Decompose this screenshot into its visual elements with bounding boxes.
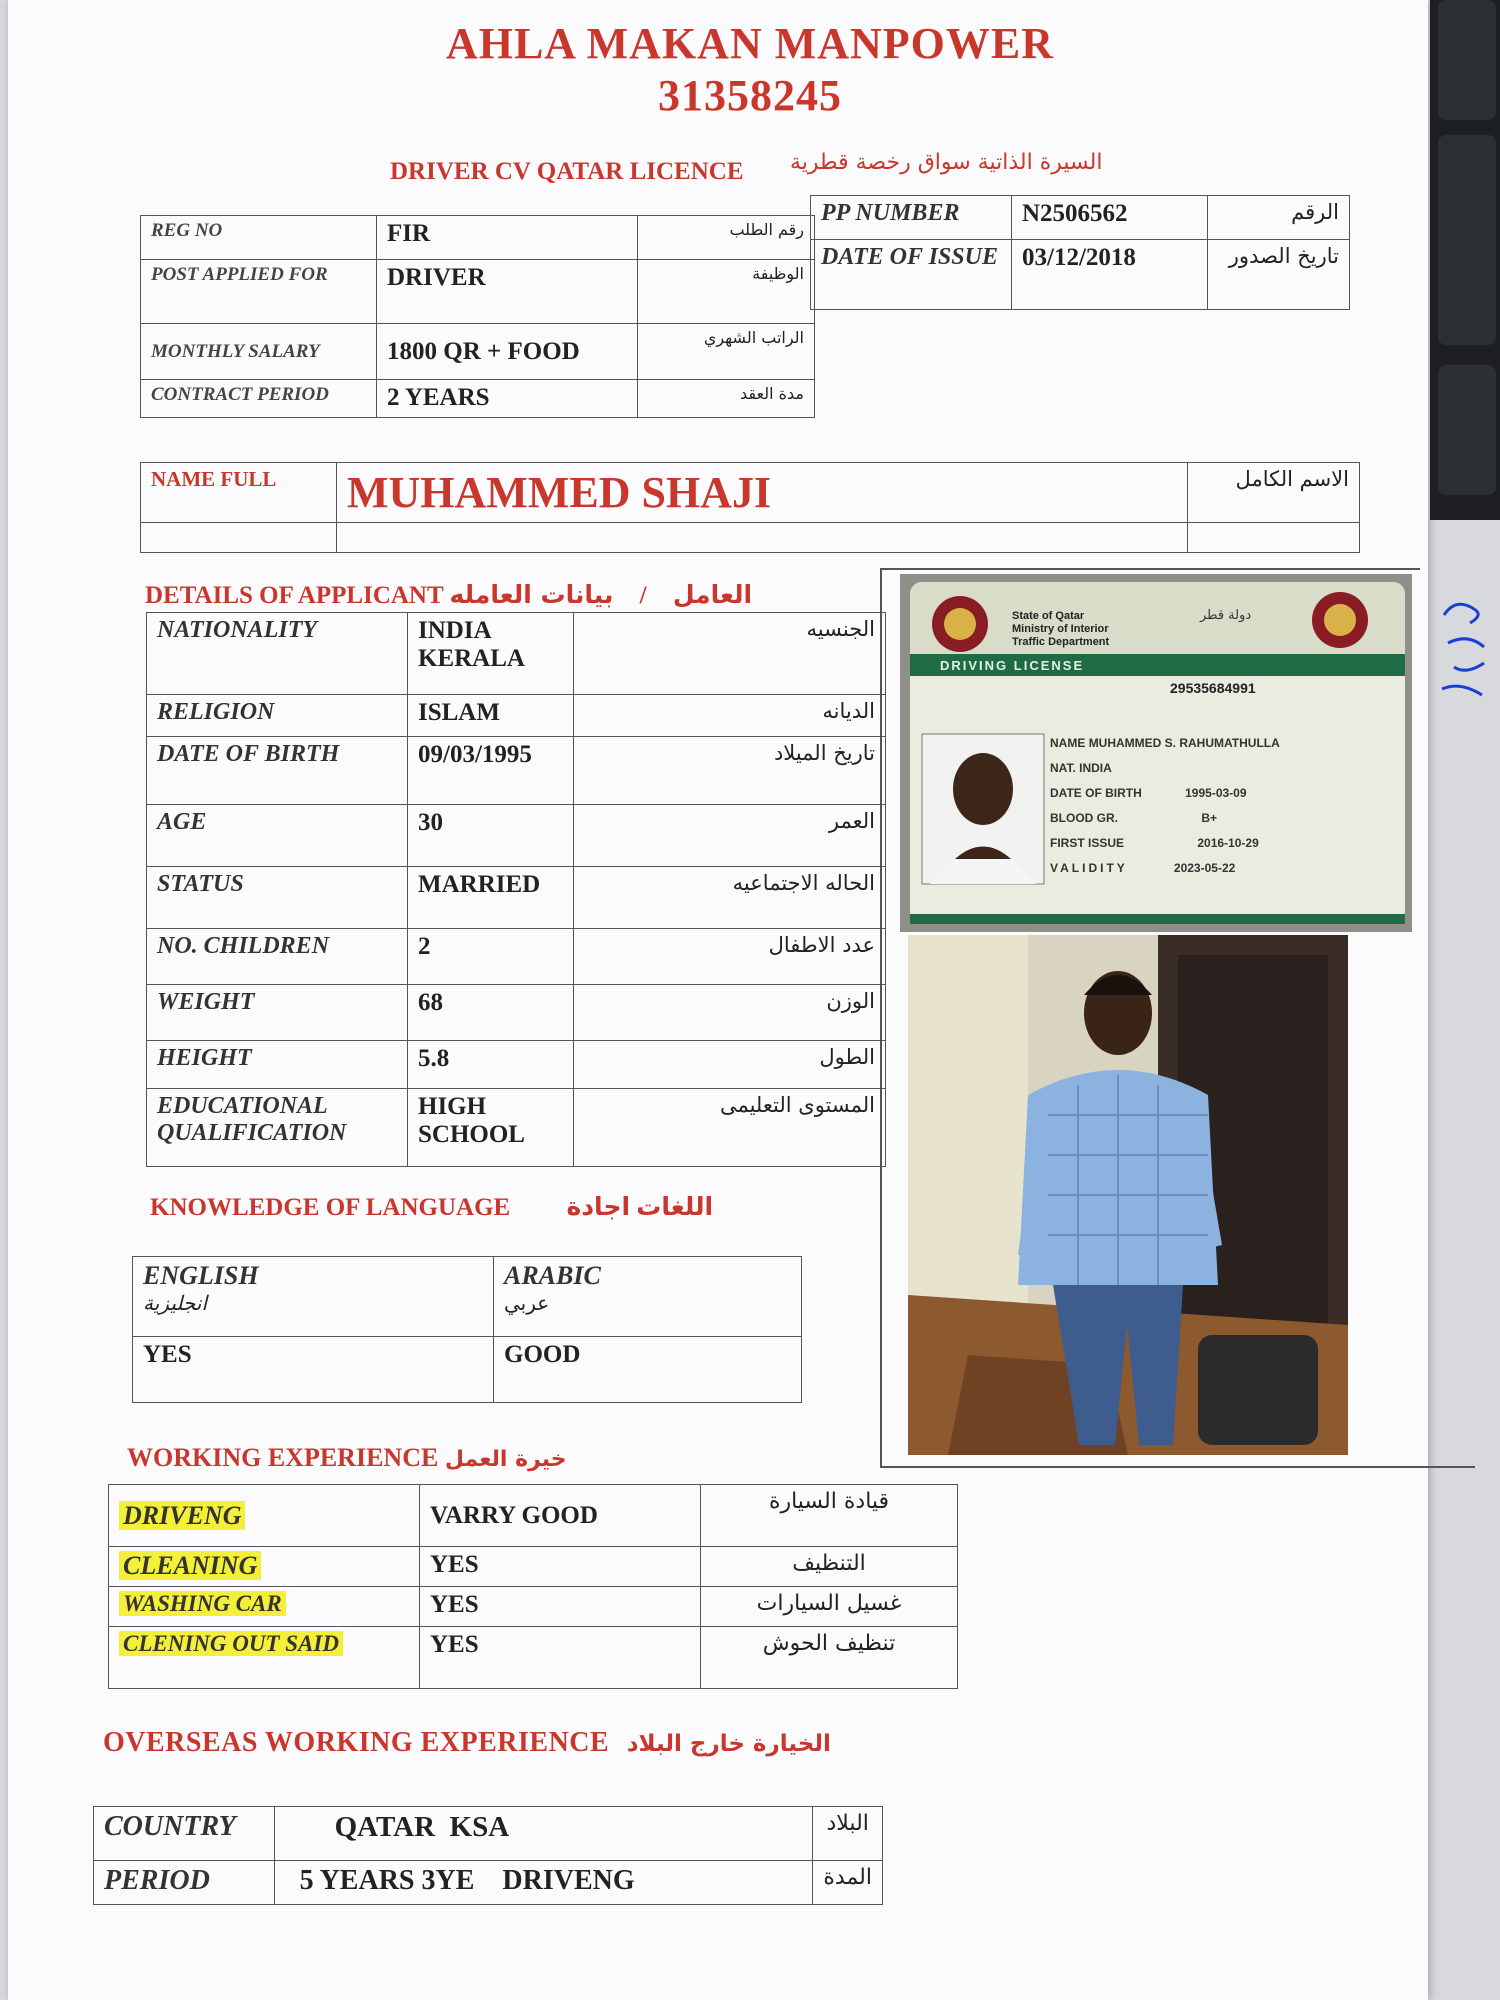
nationality-value: INDIA KERALA bbox=[408, 613, 574, 695]
table-row bbox=[141, 260, 815, 324]
company-name: AHLA MAKAN MANPOWER bbox=[445, 19, 1055, 68]
passport-table bbox=[810, 195, 1350, 310]
children-value: 2 bbox=[408, 929, 574, 985]
table-row bbox=[109, 1485, 958, 1547]
education-value: HIGH SCHOOL bbox=[408, 1089, 574, 1167]
weight-label: WEIGHT bbox=[147, 985, 408, 1041]
status-ar: الحاله الاجتماعيه bbox=[574, 867, 886, 929]
table-row bbox=[133, 1337, 802, 1403]
country-ar: البلاد bbox=[813, 1807, 883, 1861]
period-value: 5 YEARS 3YE DRIVENG bbox=[274, 1861, 813, 1905]
arabic-level: GOOD bbox=[494, 1337, 802, 1403]
license-field-label: NAT. bbox=[1050, 761, 1076, 775]
education-label: EDUCATIONAL QUALIFICATION bbox=[147, 1089, 408, 1167]
language-english: ENGLISH انجليزية bbox=[133, 1257, 494, 1337]
skill-washing-ar: غسيل السيارات bbox=[701, 1587, 958, 1627]
applicant-photo bbox=[908, 935, 1348, 1455]
overseas-heading: OVERSEAS WORKING EXPERIENCE الخيارة خارج البلاد bbox=[103, 1727, 831, 1758]
status-label: STATUS bbox=[147, 867, 408, 929]
issue-date-value: 03/12/2018 bbox=[1012, 240, 1208, 310]
table-row bbox=[109, 1627, 958, 1689]
age-ar: العمر bbox=[574, 805, 886, 867]
reg-no-value: FIR bbox=[377, 216, 638, 260]
name-value: MUHAMMED SHAJI bbox=[337, 463, 1188, 523]
table-row bbox=[147, 805, 886, 867]
dob-value: 09/03/1995 bbox=[408, 737, 574, 805]
religion-ar: الديانه bbox=[574, 695, 886, 737]
height-value: 5.8 bbox=[408, 1041, 574, 1089]
experience-table bbox=[108, 1484, 958, 1689]
language-table bbox=[132, 1256, 802, 1403]
period-ar: المدة bbox=[813, 1861, 883, 1905]
job-table bbox=[140, 215, 815, 418]
experience-heading: WORKING EXPERIENCE خيرة العمل bbox=[127, 1443, 567, 1472]
post-value: DRIVER bbox=[377, 260, 638, 324]
reg-no-ar: رقم الطلب bbox=[638, 216, 815, 260]
language-heading: KNOWLEDGE OF LANGUAGE اللغات اجادة bbox=[150, 1192, 714, 1221]
table-row bbox=[811, 196, 1350, 240]
details-table bbox=[146, 612, 886, 1167]
table-row bbox=[94, 1861, 883, 1905]
table-row bbox=[147, 929, 886, 985]
contract-value: 2 YEARS bbox=[377, 380, 638, 418]
skill-driving-level: VARRY GOOD bbox=[420, 1485, 701, 1547]
post-label: POST APPLIED FOR bbox=[141, 260, 377, 324]
skill-washing-level: YES bbox=[420, 1587, 701, 1627]
photo-frame-bottom bbox=[880, 1466, 1475, 1468]
license-field-label: DATE OF BIRTH bbox=[1050, 786, 1142, 800]
skill-cleaning: CLEANING bbox=[109, 1547, 420, 1587]
reg-no-label: REG NO bbox=[141, 216, 377, 260]
photo-frame-top bbox=[880, 568, 1420, 570]
age-label: AGE bbox=[147, 805, 408, 867]
religion-label: RELIGION bbox=[147, 695, 408, 737]
license-field-label: NAME bbox=[1050, 736, 1086, 750]
skill-washing: WASHING CAR bbox=[109, 1587, 420, 1627]
license-field-value: MUHAMMED S. RAHUMATHULLA bbox=[1088, 736, 1280, 750]
license-card-photo bbox=[900, 574, 1412, 932]
height-label: HEIGHT bbox=[147, 1041, 408, 1089]
table-row bbox=[147, 695, 886, 737]
license-type: DRIVING LICENSE bbox=[940, 658, 1085, 673]
skill-driving-ar: قيادة السيارة bbox=[701, 1485, 958, 1547]
details-heading: DETAILS OF APPLICANT العامل / بيانات العامله bbox=[145, 580, 753, 609]
table-row bbox=[147, 985, 886, 1041]
skill-cleaning-ar: التنظيف bbox=[701, 1547, 958, 1587]
salary-label: MONTHLY SALARY bbox=[141, 324, 377, 380]
status-value: MARRIED bbox=[408, 867, 574, 929]
skill-outside-cleaning-level: YES bbox=[420, 1627, 701, 1689]
license-field-value: 1995-03-09 bbox=[1185, 786, 1247, 800]
license-number: 29535684991 bbox=[1170, 680, 1256, 696]
country-label: COUNTRY bbox=[94, 1807, 275, 1861]
name-ar: الاسم الكامل bbox=[1188, 463, 1360, 523]
skill-outside-cleaning-ar: تنظيف الحوش bbox=[701, 1627, 958, 1689]
name-label: NAME FULL bbox=[141, 463, 337, 523]
issue-date-label: DATE OF ISSUE bbox=[811, 240, 1012, 310]
license-field-label: BLOOD GR. bbox=[1050, 811, 1118, 825]
overseas-table bbox=[93, 1806, 883, 1905]
table-row bbox=[141, 380, 815, 418]
english-level: YES bbox=[133, 1337, 494, 1403]
age-value: 30 bbox=[408, 805, 574, 867]
license-field-value: 2023-05-22 bbox=[1173, 861, 1236, 875]
children-label: NO. CHILDREN bbox=[147, 929, 408, 985]
license-field-value: 2016-10-29 bbox=[1197, 836, 1259, 850]
table-row bbox=[141, 216, 815, 260]
post-ar: الوظيفة bbox=[638, 260, 815, 324]
religion-value: ISLAM bbox=[408, 695, 574, 737]
skill-cleaning-level: YES bbox=[420, 1547, 701, 1587]
table-row bbox=[147, 1089, 886, 1167]
table-row bbox=[141, 463, 1360, 523]
table-row bbox=[133, 1257, 802, 1337]
license-issuer-ar: دولة قطر bbox=[1200, 608, 1252, 623]
license-fields bbox=[1050, 736, 1400, 886]
skill-driving: DRIVENG bbox=[109, 1485, 420, 1547]
license-field-label: VALIDITY bbox=[1050, 861, 1128, 875]
pp-number-ar: الرقم bbox=[1208, 196, 1350, 240]
dob-label: DATE OF BIRTH bbox=[147, 737, 408, 805]
dob-ar: تاريخ الميلاد bbox=[574, 737, 886, 805]
table-row bbox=[811, 240, 1350, 310]
table-row bbox=[94, 1807, 883, 1861]
table-row bbox=[109, 1547, 958, 1587]
license-field-label: FIRST ISSUE bbox=[1050, 836, 1125, 850]
issue-date-ar: تاريخ الصدور bbox=[1208, 240, 1350, 310]
contract-ar: مدة العقد bbox=[638, 380, 815, 418]
pp-number-label: PP NUMBER bbox=[811, 196, 1012, 240]
table-row bbox=[109, 1587, 958, 1627]
table-row bbox=[147, 737, 886, 805]
children-ar: عدد الاطفال bbox=[574, 929, 886, 985]
photo-frame-left bbox=[880, 568, 882, 1468]
doc-title: DRIVER CV QATAR LICENCE bbox=[390, 158, 744, 185]
license-field-value: B+ bbox=[1201, 811, 1218, 825]
table-row bbox=[147, 867, 886, 929]
skill-outside-cleaning: CLENING OUT SAID bbox=[109, 1627, 420, 1689]
weight-value: 68 bbox=[408, 985, 574, 1041]
license-issuer: State of Qatar Ministry of Interior Traffic Department bbox=[1012, 610, 1110, 648]
license-field-value: INDIA bbox=[1079, 761, 1112, 775]
table-row bbox=[147, 613, 886, 695]
nationality-ar: الجنسيه bbox=[574, 613, 886, 695]
company-phone: 31358245 bbox=[658, 71, 842, 120]
country-value: QATAR KSA bbox=[274, 1807, 813, 1861]
nationality-label: NATIONALITY bbox=[147, 613, 408, 695]
education-ar: المستوى التعليمى bbox=[574, 1089, 886, 1167]
name-table bbox=[140, 462, 1360, 553]
doc-title-ar: السيرة الذاتية سواق رخصة قطرية bbox=[790, 150, 1103, 175]
salary-ar: الراتب الشهري bbox=[638, 324, 815, 380]
weight-ar: الوزن bbox=[574, 985, 886, 1041]
table-row bbox=[147, 1041, 886, 1089]
contract-label: CONTRACT PERIOD bbox=[141, 380, 377, 418]
table-row bbox=[141, 324, 815, 380]
height-ar: الطول bbox=[574, 1041, 886, 1089]
pp-number-value: N2506562 bbox=[1012, 196, 1208, 240]
pen-scribble bbox=[1434, 585, 1496, 715]
salary-value: 1800 QR + FOOD bbox=[377, 324, 638, 380]
period-label: PERIOD bbox=[94, 1861, 275, 1905]
language-arabic: ARABIC عربي bbox=[494, 1257, 802, 1337]
